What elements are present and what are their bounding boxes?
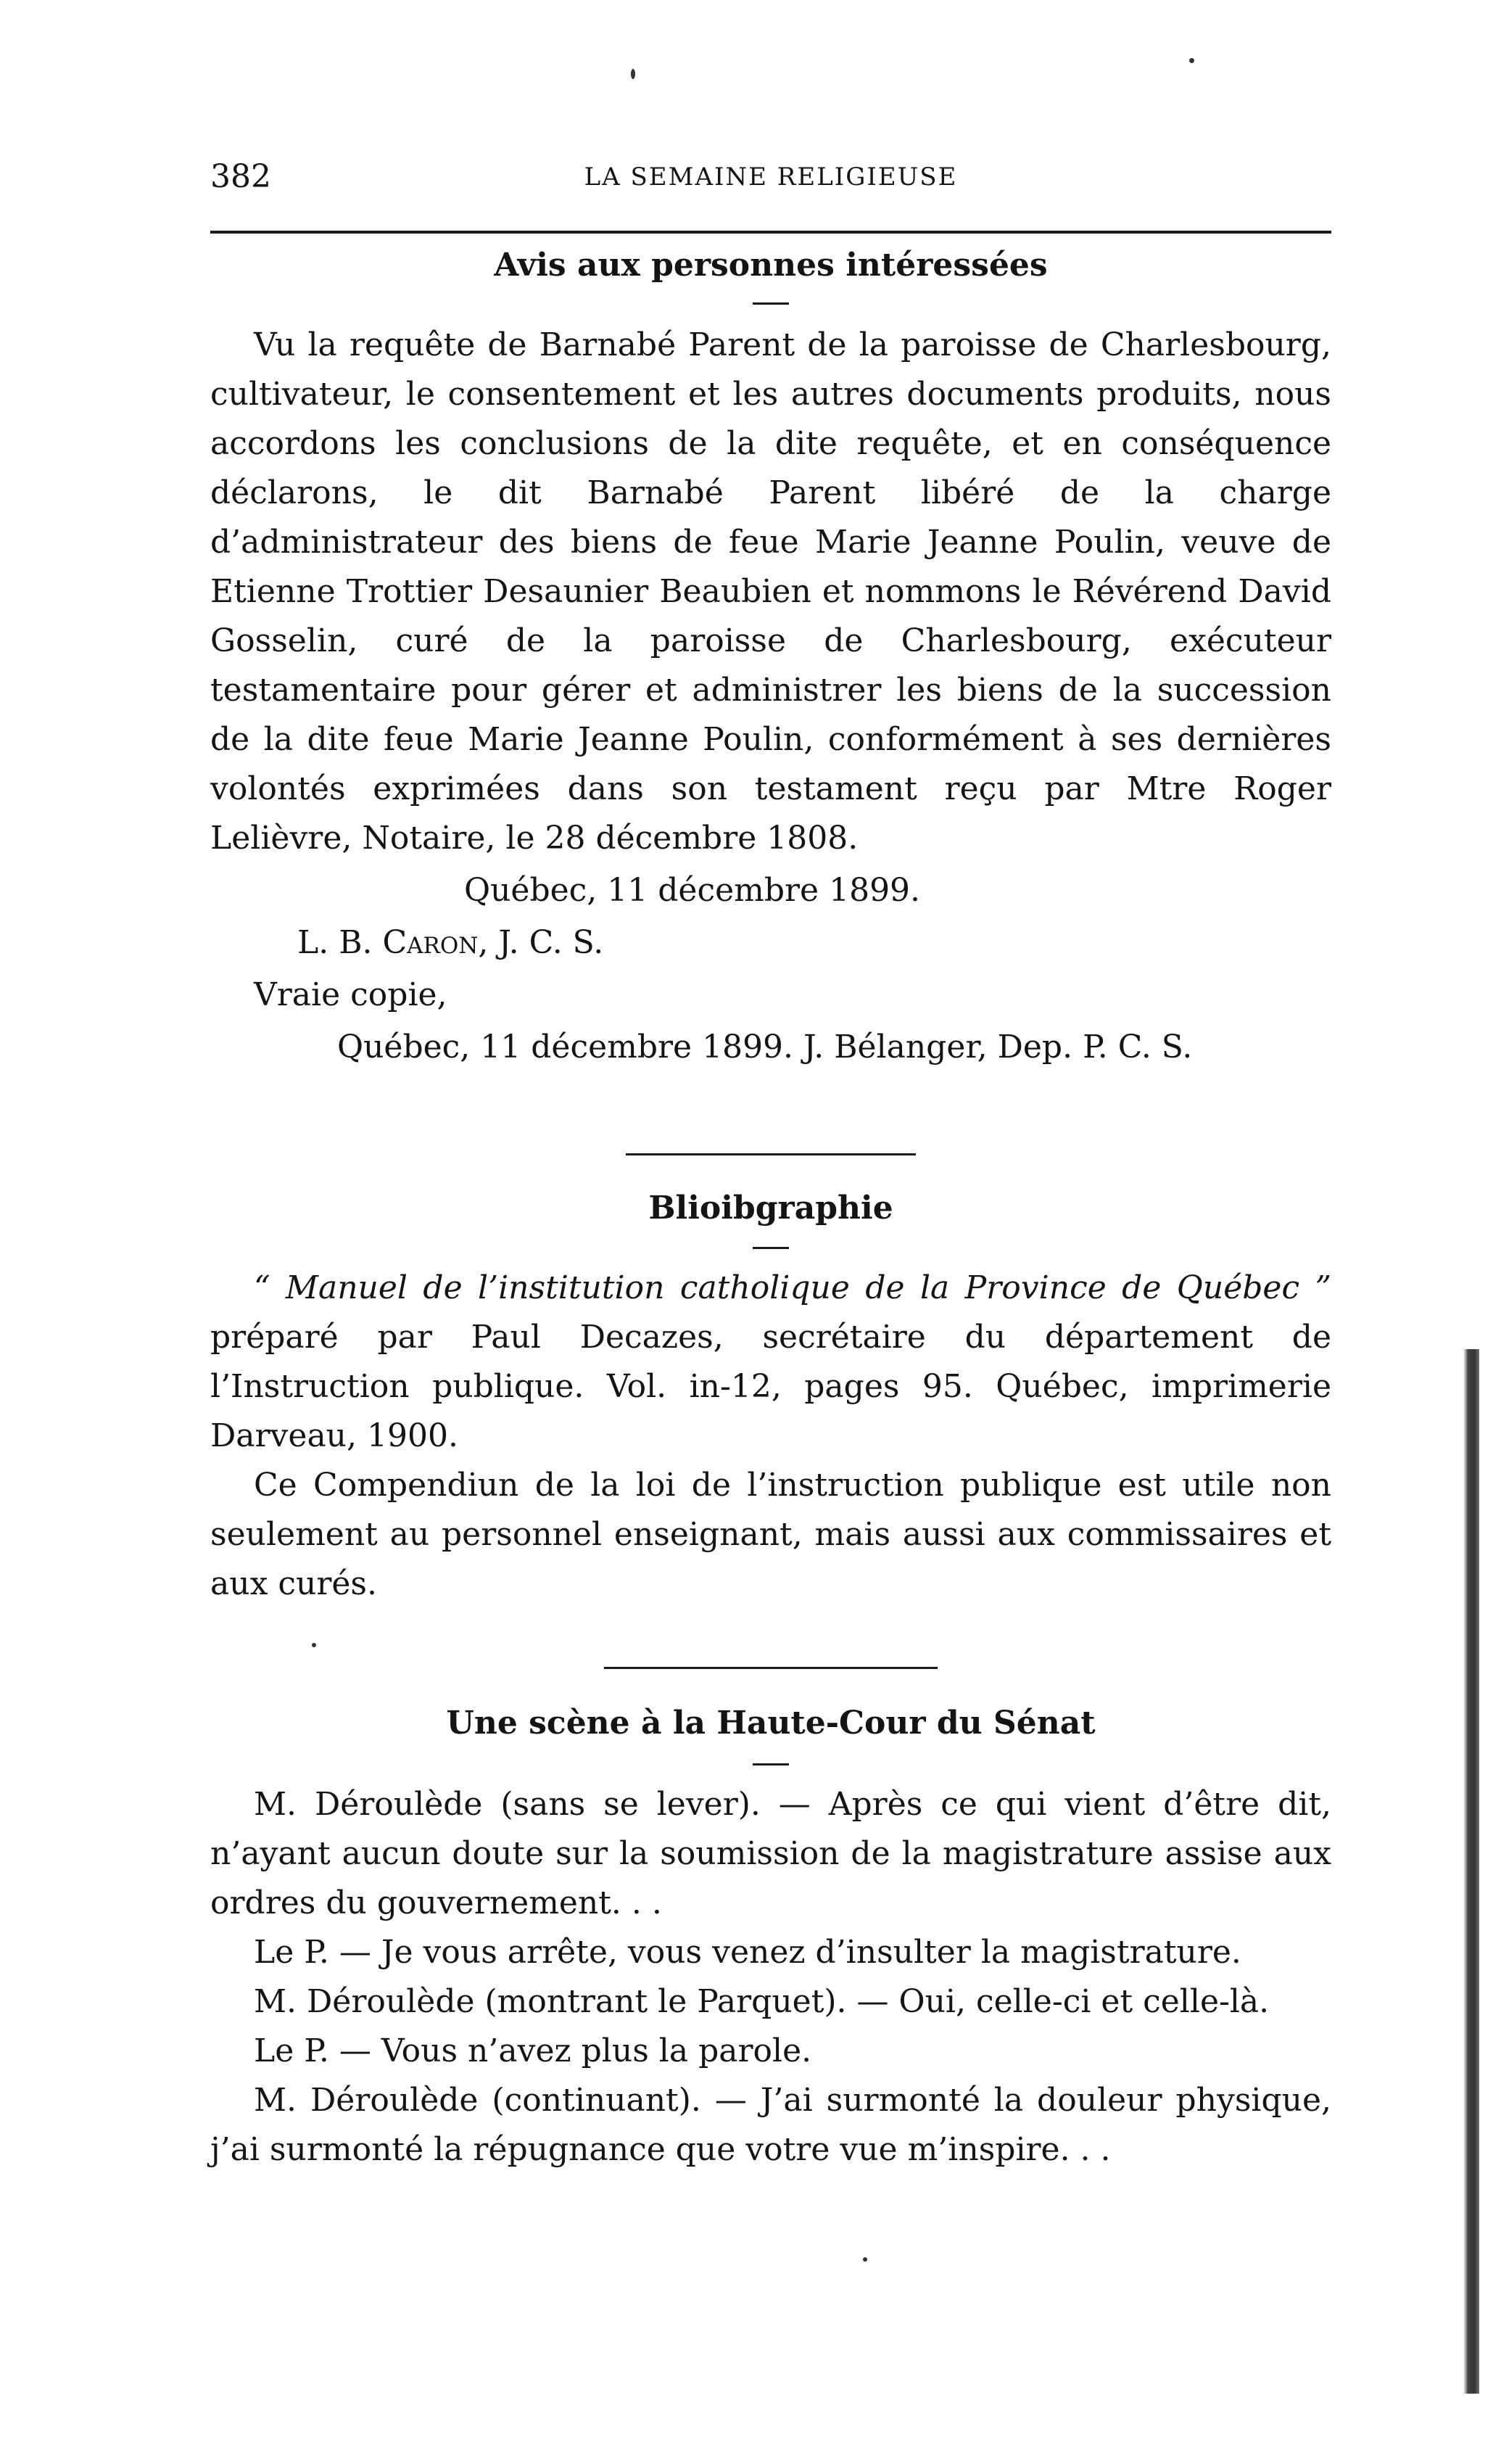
dialogue-line: Le P. — Vous n’avez plus la parole. bbox=[254, 2032, 812, 2069]
scan-speck bbox=[863, 2257, 867, 2262]
dialogue-line: M. Déroulède (sans se lever). — Après ce qui vient d’être dit, n’ayant aucun doute sur la soumission de la magistrature assise aux ordres du gouvernement. . . bbox=[210, 1786, 1331, 1921]
biblio-paragraph-1 bbox=[210, 1264, 1331, 1461]
separator-2 bbox=[210, 1667, 1331, 1669]
biblio-title-dash bbox=[753, 1247, 789, 1249]
separator-1 bbox=[210, 1153, 1331, 1155]
dialogue-line: M. Déroulède (continuant). — J’ai surmonté la douleur physique, j’ai surmonté la répugnance que votre vue m’inspire. . . bbox=[210, 2082, 1331, 2168]
biblio-paragraph-2: Ce Compendiun de la loi de l’instruction publique est utile non seulement au personnel enseignant, mais aussi aux commissaires et aux curés. bbox=[210, 1467, 1331, 1602]
section-rule bbox=[626, 1153, 916, 1155]
scan-speck bbox=[631, 69, 635, 79]
page-edge-shadow bbox=[1463, 1349, 1479, 2394]
biblio-section bbox=[210, 1190, 1331, 1609]
scan-speck bbox=[312, 1643, 316, 1647]
avis-title-dash bbox=[753, 302, 789, 305]
avis-copy-line: Québec, 11 décembre 1899. J. Bélanger, Dep. P. C. S. bbox=[337, 1029, 1193, 1066]
avis-body: Vu la requête de Barnabé Parent de la paroisse de Charlesbourg, cultivateur, le consentement et les autres documents produits, nous accordons les conclusions de la dite requête, et en conséquence déclarons, le dit Barnabé Parent libéré de la charge d’administrateur des biens de feue Marie Jeanne Poulin, veuve de Etienne Trottier Desaunier Beaubien et nommons le Révérend David Gosselin, curé de la paroisse de Charlesbourg, exécuteur testamentaire pour gérer et administrer les biens de la succession de la dite feue Marie Jeanne Poulin, conformément à ses dernières volontés exprimées dans son testament reçu par Mtre Roger Lelièvre, Notaire, le 28 décembre 1808. bbox=[210, 326, 1331, 857]
dialogue-line: Le P. — Je vous arrête, vous venez d’insulter la magistrature. bbox=[254, 1934, 1241, 1971]
book-title: “ Manuel de l’institution catholique de la Province de Québec ” bbox=[254, 1269, 1331, 1306]
avis-date-line: Québec, 11 décembre 1899. bbox=[464, 872, 921, 909]
dialogue-line: M. Déroulède (montrant le Parquet). — Oui, celle-ci et celle-là. bbox=[254, 1983, 1270, 2020]
section-rule bbox=[604, 1667, 938, 1669]
scan-speck bbox=[1189, 58, 1194, 63]
avis-copy-label: Vraie copie, bbox=[254, 976, 447, 1013]
scene-section bbox=[210, 1705, 1331, 2175]
avis-section bbox=[210, 247, 1331, 1072]
avis-title: Avis aux personnes intéressées bbox=[494, 247, 1048, 284]
scene-title-dash bbox=[753, 1763, 789, 1765]
biblio-title: Blioibgraphie bbox=[648, 1190, 893, 1227]
avis-signature: L. B. Caron, J. C. S. bbox=[297, 924, 604, 961]
scene-title: Une scène à la Haute-Cour du Sénat bbox=[446, 1705, 1096, 1742]
page-number: 382 bbox=[210, 158, 271, 195]
header-rule bbox=[210, 231, 1331, 234]
book-details: préparé par Paul Decazes, secrétaire du département de l’Instruction publique. Vol. in-12, pages 95. Québec, imprimerie Darveau, 1900. bbox=[210, 1319, 1331, 1454]
running-title: LA SEMAINE RELIGIEUSE bbox=[584, 162, 958, 191]
running-header bbox=[210, 158, 1331, 202]
